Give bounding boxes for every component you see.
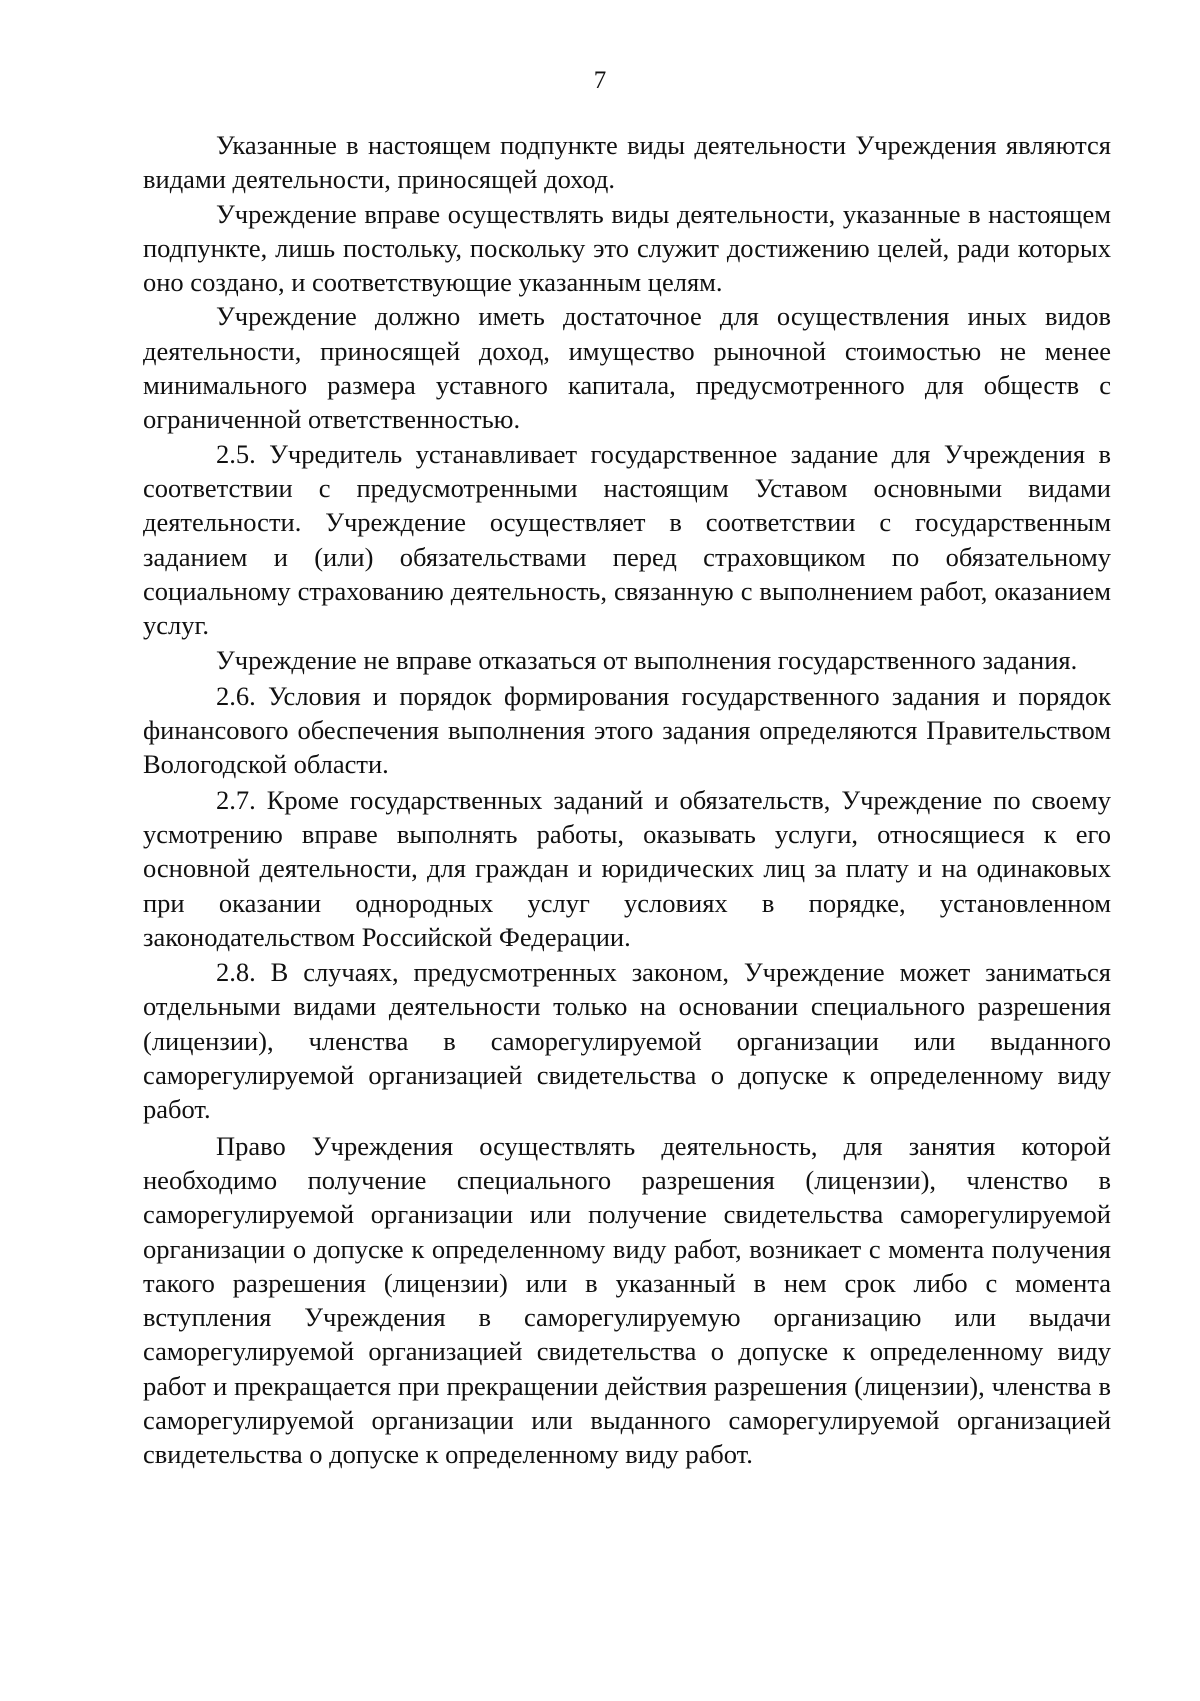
paragraph-property-requirement: Учреждение должно иметь достаточное для осуществления иных видов деятельности, приносящей доход, имущество рыночной стоимостью не менее минимального размера уставного капитала, предусмотренного для обществ с ограниченной ответственностью. [143,301,1111,435]
paragraph-income-activities: Указанные в настоящем подпункте виды деятельности Учреждения являются видами деятельности, приносящей доход. [143,130,1111,195]
paragraph-2-7: 2.7. Кроме государственных заданий и обязательств, Учреждение по своему усмотрению вправе выполнять работы, оказывать услуги, относящиеся к его основной деятельности, для граждан и юридических лиц за плату и на одинаковых при оказании однородных услуг условиях в порядке, установленном законодательством Российской Федерации. [143,784,1111,952]
paragraph-activity-purpose: Учреждение вправе осуществлять виды деятельности, указанные в настоящем подпункте, лишь постольку, поскольку это служит достижению целей, ради которых оно создано, и соответствующие указанным целям. [143,198,1111,298]
paragraph-task-refusal: Учреждение не вправе отказаться от выполнения государственного задания. [216,645,1078,676]
paragraph-2-5: 2.5. Учредитель устанавливает государственное задание для Учреждения в соответствии с предусмотренными настоящим Уставом основными видами деятельности. Учреждение осуществляет в соответствии с государственным заданием и (или) обязательствами перед страховщиком по обязательному социальному страхованию деятельность, связанную с выполнением работ, оказанием услуг. [143,438,1111,641]
paragraph-license-rights: Право Учреждения осуществлять деятельность, для занятия которой необходимо получение специального разрешения (лицензии), членство в саморегулируемой организации или получение свидетельства саморегулируемой организации о допуске к определенному виду работ, возникает с момента получения такого разрешения (лицензии) или в указанный в нем срок либо с момента вступления Учреждения в саморегулируемую организацию или выдачи саморегулируемой организацией свидетельства о допуске к определенному виду работ и прекращается при прекращении действия разрешения (лицензии), членства в саморегулируемой организации или выданного саморегулируемой организацией свидетельства о допуске к определенному виду работ. [143,1130,1111,1470]
document-body [143,128,1111,1472]
paragraph-2-8: 2.8. В случаях, предусмотренных законом, Учреждение может заниматься отдельными видами деятельности только на основании специального разрешения (лицензии), членства в саморегулируемой организации или выданного саморегулируемой организацией свидетельства о допуске к определенному виду работ. [143,957,1111,1125]
page-number: 7 [593,67,607,94]
paragraph-2-6: 2.6. Условия и порядок формирования государственного задания и порядок финансового обеспечения выполнения этого задания определяются Правительством Вологодской области. [143,680,1111,780]
